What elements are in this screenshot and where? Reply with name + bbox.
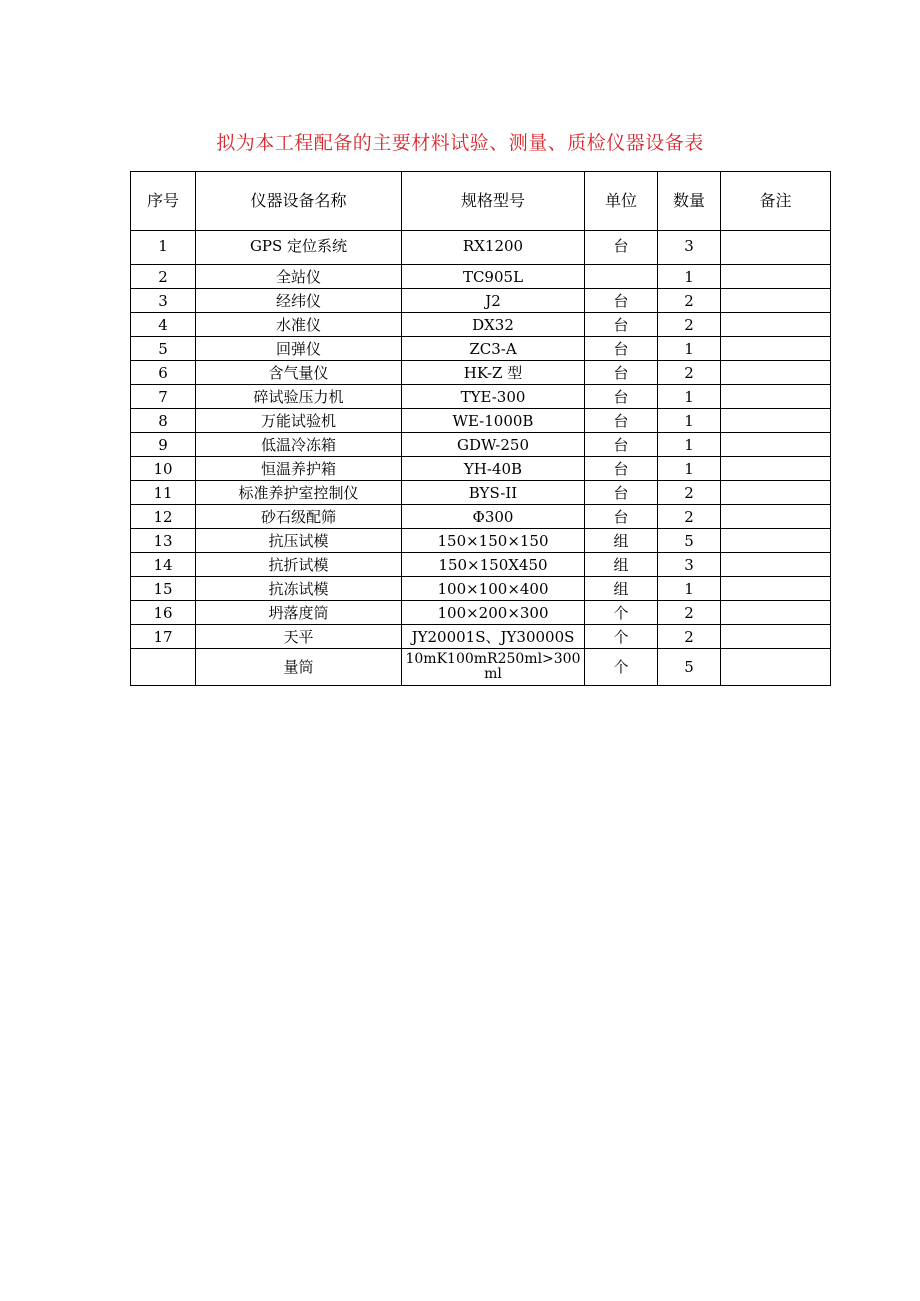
cell-unit: 台 [585,361,658,385]
cell-note [721,265,831,289]
cell-no: 17 [131,625,196,649]
table-row [131,505,831,529]
cell-qty: 5 [658,529,721,553]
table-row [131,649,831,686]
cell-note [721,337,831,361]
cell-spec: J2 [402,289,585,313]
cell-qty: 2 [658,361,721,385]
cell-unit: 台 [585,457,658,481]
table-row [131,409,831,433]
cell-unit: 台 [585,385,658,409]
cell-no: 9 [131,433,196,457]
cell-qty: 1 [658,433,721,457]
table-row [131,553,831,577]
cell-note [721,409,831,433]
cell-no: 4 [131,313,196,337]
cell-note [721,505,831,529]
table-row [131,313,831,337]
table-row [131,231,831,265]
cell-no: 2 [131,265,196,289]
cell-name: 标准养护室控制仪 [196,481,402,505]
cell-name: 碎试验压力机 [196,385,402,409]
table-row [131,625,831,649]
cell-spec: 100×200×300 [402,601,585,625]
table-header-row [131,172,831,231]
header-note: 备注 [721,172,831,231]
cell-note [721,289,831,313]
cell-note [721,361,831,385]
table-row [131,481,831,505]
cell-note [721,481,831,505]
cell-qty: 1 [658,385,721,409]
table-row [131,529,831,553]
table-row [131,433,831,457]
cell-unit: 台 [585,505,658,529]
cell-unit: 组 [585,529,658,553]
cell-spec: TYE-300 [402,385,585,409]
cell-no: 15 [131,577,196,601]
cell-qty: 2 [658,289,721,313]
cell-note [721,457,831,481]
cell-no: 6 [131,361,196,385]
cell-no: 7 [131,385,196,409]
cell-no: 10 [131,457,196,481]
cell-spec: YH-40B [402,457,585,481]
cell-unit: 个 [585,649,658,686]
cell-spec: 150×150×150 [402,529,585,553]
cell-unit [585,265,658,289]
cell-note [721,433,831,457]
cell-name: 含气量仪 [196,361,402,385]
header-qty: 数量 [658,172,721,231]
table-body [131,231,831,686]
cell-qty: 3 [658,231,721,265]
table-row [131,601,831,625]
header-unit: 单位 [585,172,658,231]
cell-note [721,231,831,265]
cell-unit: 组 [585,577,658,601]
table-row [131,361,831,385]
cell-unit: 台 [585,409,658,433]
table-row [131,457,831,481]
cell-name: 天平 [196,625,402,649]
cell-unit: 台 [585,289,658,313]
cell-name: 抗压试模 [196,529,402,553]
cell-no: 14 [131,553,196,577]
cell-qty: 2 [658,601,721,625]
cell-spec: 100×100×400 [402,577,585,601]
cell-name: 低温冷冻箱 [196,433,402,457]
table-row [131,577,831,601]
cell-spec: ZC3-A [402,337,585,361]
cell-qty: 2 [658,505,721,529]
cell-no: 8 [131,409,196,433]
cell-no: 11 [131,481,196,505]
cell-spec: BYS-II [402,481,585,505]
cell-unit: 个 [585,601,658,625]
cell-name: 抗折试模 [196,553,402,577]
cell-name: 抗冻试模 [196,577,402,601]
cell-unit: 个 [585,625,658,649]
cell-unit: 台 [585,481,658,505]
cell-name: 回弹仪 [196,337,402,361]
cell-spec: HK-Z 型 [402,361,585,385]
table-row [131,385,831,409]
cell-spec: TC905L [402,265,585,289]
cell-name: 全站仪 [196,265,402,289]
cell-unit: 台 [585,433,658,457]
page-title: 拟为本工程配备的主要材料试验、测量、质检仪器设备表 [216,132,704,154]
cell-unit: 台 [585,337,658,361]
cell-name: 坍落度筒 [196,601,402,625]
cell-qty: 2 [658,481,721,505]
cell-no [131,649,196,686]
table-row [131,337,831,361]
cell-qty: 2 [658,625,721,649]
cell-spec: 10mK100mR250ml>300ml [402,649,585,686]
cell-name: 恒温养护箱 [196,457,402,481]
cell-note [721,601,831,625]
cell-no: 5 [131,337,196,361]
cell-name: 水准仪 [196,313,402,337]
cell-qty: 1 [658,409,721,433]
cell-qty: 5 [658,649,721,686]
cell-name: 经纬仪 [196,289,402,313]
cell-no: 13 [131,529,196,553]
header-no: 序号 [131,172,196,231]
cell-qty: 3 [658,553,721,577]
cell-spec: WE-1000B [402,409,585,433]
table-row [131,289,831,313]
cell-unit: 台 [585,313,658,337]
cell-name: GPS 定位系统 [196,231,402,265]
cell-note [721,625,831,649]
cell-spec: RX1200 [402,231,585,265]
cell-note [721,649,831,686]
cell-unit: 台 [585,231,658,265]
cell-name: 万能试验机 [196,409,402,433]
cell-no: 1 [131,231,196,265]
cell-spec: 150×150X450 [402,553,585,577]
cell-spec: Φ300 [402,505,585,529]
header-spec: 规格型号 [402,172,585,231]
cell-note [721,553,831,577]
equipment-table [130,171,831,686]
cell-no: 3 [131,289,196,313]
cell-no: 12 [131,505,196,529]
cell-spec: DX32 [402,313,585,337]
cell-qty: 1 [658,337,721,361]
cell-qty: 1 [658,265,721,289]
cell-name: 砂石级配筛 [196,505,402,529]
cell-spec: GDW-250 [402,433,585,457]
cell-qty: 1 [658,457,721,481]
cell-qty: 2 [658,313,721,337]
cell-note [721,577,831,601]
cell-note [721,385,831,409]
cell-note [721,313,831,337]
cell-no: 16 [131,601,196,625]
cell-spec: JY20001S、JY30000S [402,625,585,649]
cell-unit: 组 [585,553,658,577]
cell-name: 量筒 [196,649,402,686]
cell-note [721,529,831,553]
cell-qty: 1 [658,577,721,601]
table-row [131,265,831,289]
header-name: 仪器设备名称 [196,172,402,231]
